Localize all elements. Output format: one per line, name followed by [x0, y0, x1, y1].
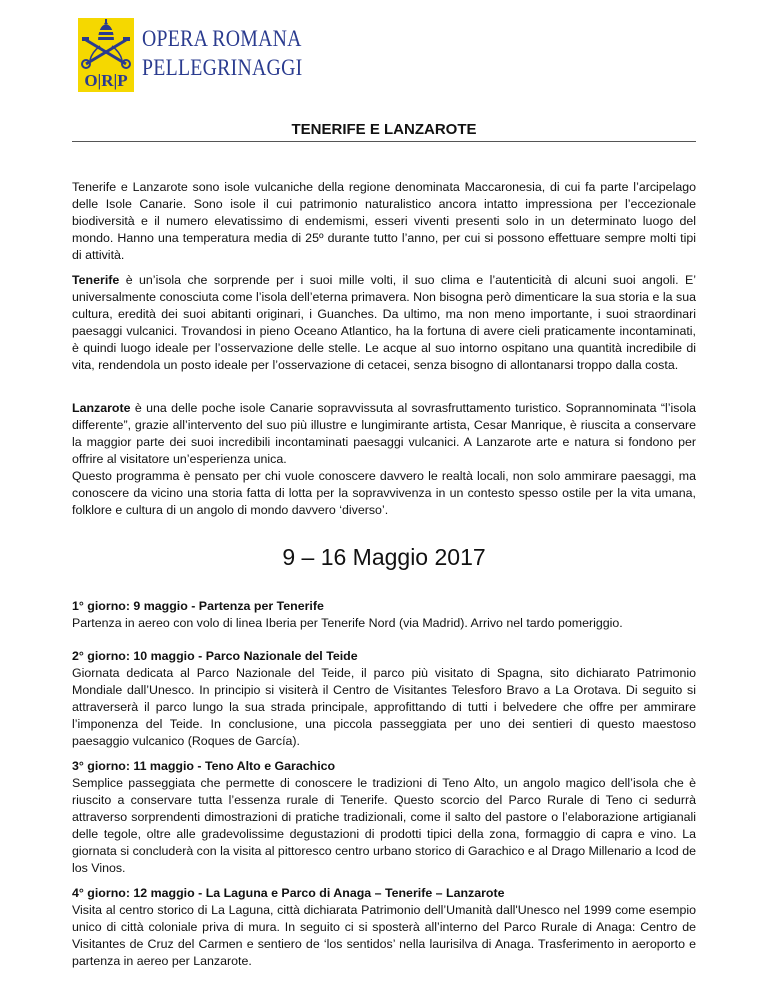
- day-description: Partenza in aereo con volo di linea Iberia per Tenerife Nord (via Madrid). Arrivo nel tardo pomeriggio.: [72, 616, 623, 630]
- itinerary-day: [72, 598, 696, 632]
- itinerary-day: [72, 758, 696, 877]
- org-logo: [78, 18, 308, 92]
- intro-paragraph: Tenerife e Lanzarote sono isole vulcaniche della regione denominata Maccaronesia, di cui fa parte l’arcipelago delle Isole Canarie. Sono isole il cui patrimonio naturalistico ancora intatto impressiona per l’eccezionale biodiversità e il numero elevatissimo di endemismi, esseri viventi presenti solo in un determinato luogo del mondo. Hanno una temperatura media di 25º durante tutto l’anno, per cui si possono effettuare sempre molti tipi di attività.: [72, 180, 696, 262]
- logo-emblem: [78, 18, 134, 92]
- trip-dates-heading: 9 – 16 Maggio 2017: [282, 544, 486, 570]
- day-description: Giornata dedicata al Parco Nazionale del Teide, il parco più visitato di Spagna, sito dichiarato Patrimonio Mondiale dall’Unesco. In principio si visiterà il Centro de Visitantes Telesforo Bravo a La Orotava. Di seguito si attraverserà il parco lungo la sua strada principale, approfittando di tutti i belvedere che offre per ammirare l’imponenza del Teide. In conclusione, una piccola passeggiata per uno dei sentieri di questo maestoso paesaggio vulcanico (Roques de García).: [72, 666, 696, 748]
- day-heading: 2° giorno: 10 maggio - Parco Nazionale del Teide: [72, 649, 358, 663]
- logo-line-2: PELLEGRINAGGI: [142, 55, 303, 80]
- day-description: Visita al centro storico di La Laguna, città dichiarata Patrimonio dell’Umanità dall'Unesco nel 1999 come esempio unico di città coloniale priva di mura. In seguito ci si sposterà all’interno del Parco Rurale di Anaga: Centro de Visitantes de Cruz del Carmen e sentiero de ‘los sentidos’ nella laurisilva di Anaga. Trasferimento in aeroporto e partenza in aereo per Lanzarote.: [72, 903, 696, 968]
- program-text: Questo programma è pensato per chi vuole conoscere davvero le realtà locali, non solo ammirare paesaggi, ma conoscere da vicino una storia fatta di lotta per la sopravvivenza in un contesto spesso ostile per la vita umana, folklore e cultura di un angolo di mondo davvero ‘diverso’.: [72, 469, 696, 517]
- logo-line-1: OPERA ROMANA: [142, 26, 302, 51]
- day-description: Semplice passeggiata che permette di conoscere le tradizioni di Teno Alto, un angolo magico dell’isola che è riuscito a conservare tutta l’essenza rurale di Tenerife. Questo scorcio del Parco Rurale di Teno ci sedurrà attraverso sorprendenti dimostrazioni di pratiche tradizionali, come il salto del pastore o l’elaborazione artigianali delle tegole, oltre alle gradevolissime degustazioni di prodotti tipici della zona, formaggio di capra e vino. La giornata si concluderà con la visita al pittoresco centro urbano storico di Garachico e al Drago Millenario a Icod de los Vinos.: [72, 776, 696, 875]
- logo-wordmark: [142, 24, 302, 82]
- lanzarote-paragraph: [72, 400, 696, 519]
- papal-keys-tiara-icon: [78, 18, 134, 70]
- lanzarote-lead: Lanzarote: [72, 401, 131, 415]
- document-title: TENERIFE E LANZAROTE: [72, 121, 696, 142]
- day-heading: 1° giorno: 9 maggio - Partenza per Tenerife: [72, 599, 324, 613]
- tenerife-text: è un’isola che sorprende per i suoi mille volti, il suo clima e l’autenticità di alcuni suoi angoli. E’ universalmente conosciuta come l’isola dell’eterna primavera. Non bisogna però dimenticare la sua storia e la sua cultura, eredità dei suoi abitanti originari, i Guanches. Da ultimo, ma non meno importante, i suoi straordinari paesaggi vulcanici. Trovandosi in pieno Oceano Atlantico, ha la fortuna di avere cieli praticamente incontaminati, è quindi luogo ideale per l’osservazione delle stelle. Le acque al suo intorno ospitano una quantità incredibile di vita, rendendola un posto ideale per l’osservazione di cetacei, senza bisogno di allontanarsi troppo dalla costa.: [72, 273, 696, 372]
- logo-monogram: O|R|P: [84, 71, 128, 90]
- tenerife-lead: Tenerife: [72, 273, 120, 287]
- tenerife-paragraph: [72, 272, 696, 374]
- lanzarote-text: è una delle poche isole Canarie sopravvissuta al sovrasfruttamento turistico. Soprannominata “l’isola differente”, grazie all’intervento del suo più illustre e lungimirante artista, Cesar Manrique, è riuscita a conservare la maggior parte dei suoi incredibili incontaminati paesaggi vulcanici. A Lanzarote arte e natura si fondono per offrire al visitatore un’esperienza unica.: [72, 401, 696, 466]
- itinerary-day: [72, 648, 696, 750]
- day-heading: 4° giorno: 12 maggio - La Laguna e Parco di Anaga – Tenerife – Lanzarote: [72, 886, 505, 900]
- day-heading: 3° giorno: 11 maggio - Teno Alto e Garachico: [72, 759, 336, 773]
- itinerary-day: [72, 885, 696, 970]
